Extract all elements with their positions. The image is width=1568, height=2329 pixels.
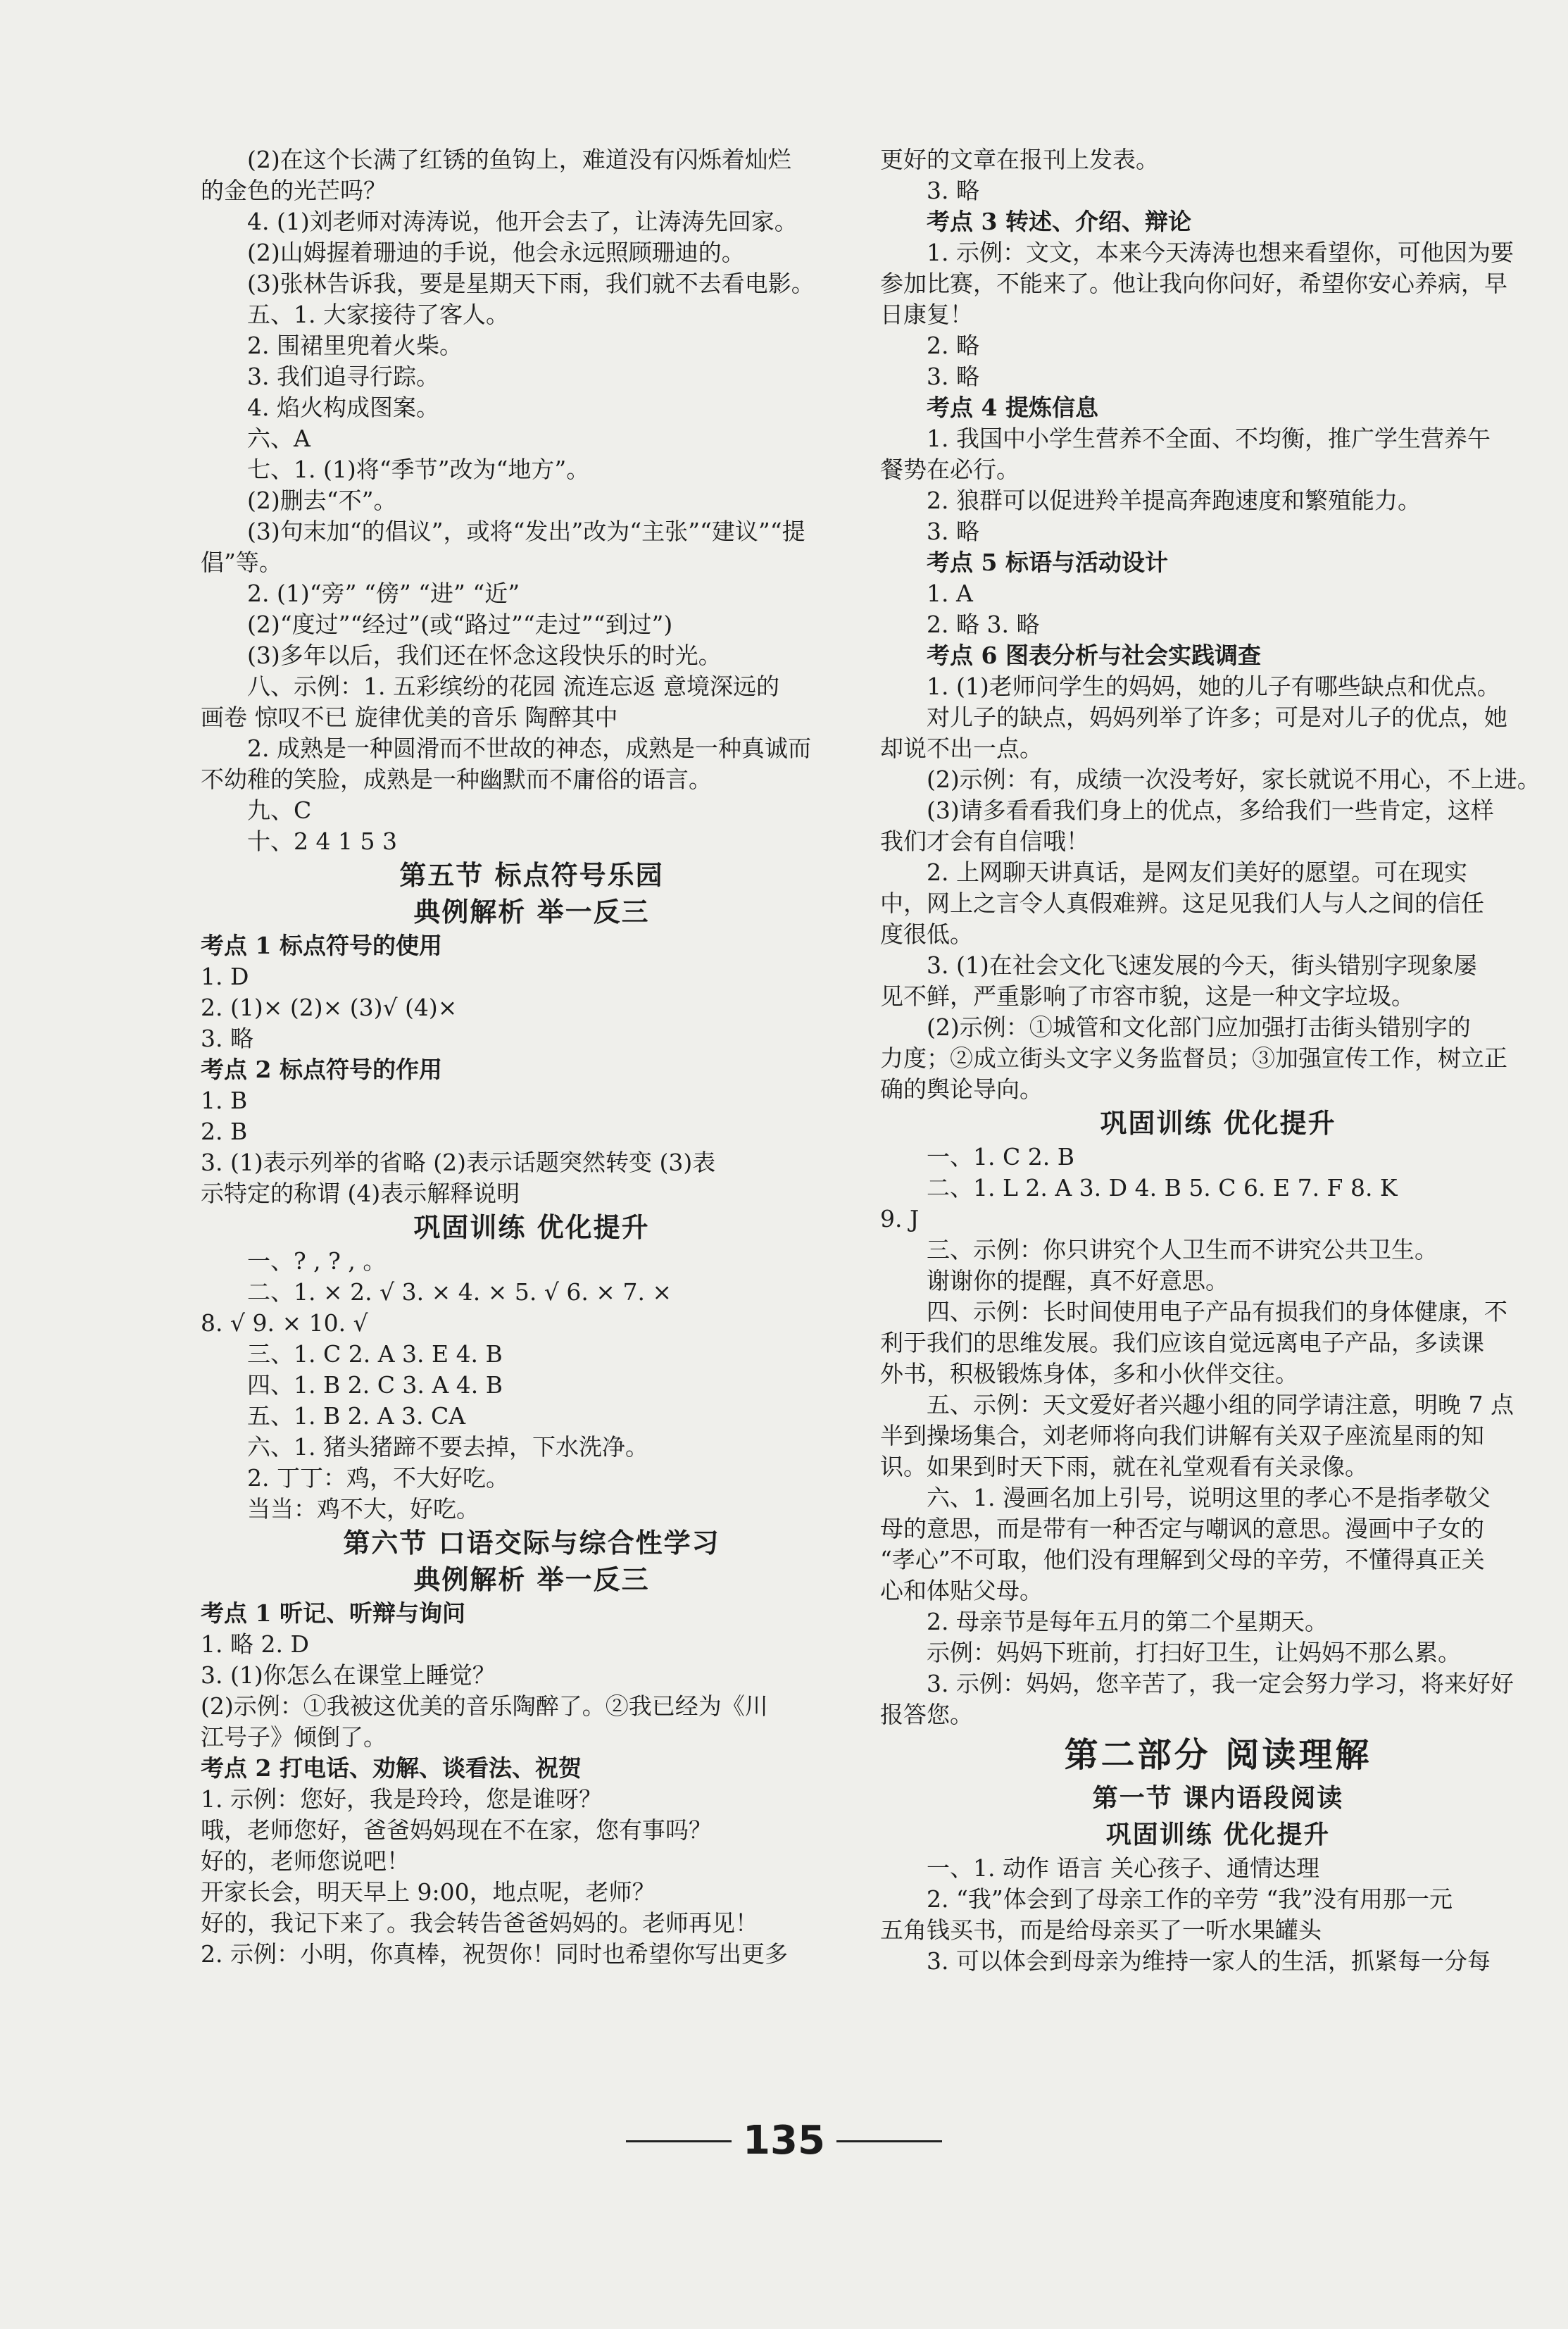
- answer-line: (2)示例：①城管和文化部门应加强打击街头错别字的: [927, 1013, 1471, 1041]
- answer-line: 五、示例：天文爱好者兴趣小组的同学请注意，明晚 7 点: [927, 1391, 1514, 1418]
- answer-line: 六、A: [247, 425, 311, 452]
- answer-line: 参加比赛，不能来了。他让我向你问好，希望你安心养病，早: [880, 270, 1507, 297]
- answer-line: 五、1. 大家接待了客人。: [247, 301, 509, 328]
- answer-line: 当当：鸡不大，好吃。: [247, 1495, 479, 1523]
- answer-line: 餐势在必行。: [880, 456, 1020, 483]
- answer-line: 3. 略: [927, 177, 979, 204]
- footer-rule-right: [836, 2140, 942, 2142]
- answer-line: 2. 示例：小明，你真棒，祝贺你！同时也希望你写出更多: [201, 1940, 788, 1968]
- answer-line: 2. 成熟是一种圆滑而不世故的神态，成熟是一种真诚而: [247, 735, 811, 762]
- answer-line: 2. B: [201, 1118, 248, 1145]
- answer-line: 六、1. 猪头猪蹄不要去掉，下水洗净。: [247, 1433, 648, 1461]
- answer-line: 4. (1)刘老师对涛涛说，他开会去了，让涛涛先回家。: [247, 208, 798, 235]
- answer-line: 三、示例：你只讲究个人卫生而不讲究公共卫生。: [927, 1236, 1438, 1263]
- answer-line: 半到操场集合，刘老师将向我们讲解有关双子座流星雨的知: [880, 1422, 1484, 1449]
- answer-line: 不幼稚的笑脸，成熟是一种幽默而不庸俗的语言。: [201, 766, 712, 793]
- exam-point-heading: 考点 6 图表分析与社会实践调查: [927, 642, 1261, 669]
- answer-line: 3. (1)表示列举的省略 (2)表示话题突然转变 (3)表: [201, 1149, 716, 1176]
- answer-line: 对儿子的缺点，妈妈列举了许多；可是对儿子的优点，她: [927, 704, 1507, 731]
- exam-point-heading: 考点 2 标点符号的作用: [201, 1056, 442, 1083]
- answer-line: 我们才会有自信哦！: [880, 828, 1089, 855]
- footer-rule-left: [626, 2140, 732, 2142]
- answer-line: 示特定的称谓 (4)表示解释说明: [201, 1180, 520, 1207]
- answer-line: 2. (1)× (2)× (3)√ (4)×: [201, 994, 458, 1021]
- answer-line: (2)删去“不”。: [247, 487, 397, 514]
- answer-line: 开家长会，明天早上 9:00，地点呢，老师？: [201, 1878, 656, 1906]
- page-number: 135: [743, 2118, 825, 2163]
- answer-line: 度很低。: [880, 920, 973, 948]
- right-column: [880, 144, 1556, 1977]
- answer-line: 2. 围裙里兜着火柴。: [247, 332, 463, 359]
- answer-line: 七、1. (1)将“季节”改为“地方”。: [247, 456, 590, 483]
- answer-line: 五角钱买书，而是给母亲买了一听水果罐头: [880, 1916, 1322, 1944]
- answer-line: 3. 示例：妈妈，您辛苦了，我一定会努力学习，将来好好: [927, 1670, 1514, 1697]
- answer-line: 8. √ 9. × 10. √: [201, 1309, 368, 1337]
- answer-line: 2. 母亲节是每年五月的第二个星期天。: [927, 1608, 1328, 1635]
- answer-line: 1. 略 2. D: [201, 1630, 309, 1658]
- exam-point-heading: 考点 2 打电话、劝解、谈看法、祝贺: [201, 1754, 582, 1782]
- answer-line: 利于我们的思维发展。我们应该自觉远离电子产品，多读课: [880, 1329, 1484, 1356]
- answer-line: 1. 我国中小学生营养不全面、不均衡，推广学生营养午: [927, 425, 1491, 452]
- answer-line: 3. 略: [927, 363, 979, 390]
- answer-line: “孝心”不可取，他们没有理解到父母的辛劳，不懂得真正关: [880, 1546, 1485, 1573]
- answer-line: 见不鲜，严重影响了市容市貌，这是一种文字垃圾。: [880, 982, 1415, 1010]
- answer-line: 确的舆论导向。: [880, 1075, 1043, 1103]
- answer-line: 3. 可以体会到母亲为维持一家人的生活，抓紧每一分每: [927, 1947, 1491, 1975]
- answer-line: 谢谢你的提醒，真不好意思。: [927, 1267, 1229, 1294]
- answer-line: 日康复！: [880, 301, 973, 328]
- exam-point-heading: 考点 4 提炼信息: [927, 394, 1098, 421]
- answer-line: (2)山姆握着珊迪的手说，他会永远照顾珊迪的。: [247, 239, 745, 266]
- answer-line: 哦，老师您好，爸爸妈妈现在不在家，您有事吗？: [201, 1816, 712, 1844]
- answer-line: 心和体贴父母。: [880, 1577, 1043, 1604]
- section-heading: 第一节 课内语段阅读: [1092, 1783, 1344, 1813]
- answer-line: 母的意思，而是带有一种否定与嘲讽的意思。漫画中子女的: [880, 1515, 1484, 1542]
- answer-line: 却说不出一点。: [880, 735, 1043, 762]
- answer-line: 2. (1)“旁” “傍” “进” “近”: [247, 580, 520, 607]
- exam-point-heading: 考点 1 听记、听辩与询问: [201, 1599, 465, 1627]
- answer-line: 1. 示例：您好，我是玲玲，您是谁呀？: [201, 1785, 602, 1813]
- answer-line: (3)句末加“的倡议”，或将“发出”改为“主张”“建议”“提: [247, 518, 805, 545]
- answer-line: 1. D: [201, 963, 249, 990]
- answer-line: (2)示例：①我被这优美的音乐陶醉了。②我已经为《川: [201, 1692, 768, 1720]
- section-heading: 巩固训练 优化提升: [1105, 1820, 1331, 1849]
- answer-line: 2. 略 3. 略: [927, 611, 1040, 638]
- section-heading: 第二部分 阅读理解: [1064, 1735, 1372, 1775]
- answer-line: 三、1. C 2. A 3. E 4. B: [247, 1340, 503, 1368]
- page-footer: [0, 2116, 1568, 2166]
- answer-line: 2. 丁丁：鸡，不大好吃。: [247, 1464, 509, 1492]
- answer-line: 识。如果到时天下雨，就在礼堂观看有关录像。: [880, 1453, 1368, 1480]
- answer-line: (3)张林告诉我，要是星期天下雨，我们就不去看电影。: [247, 270, 815, 297]
- answer-line: 九、C: [247, 797, 312, 824]
- answer-line: (2)“度过”“经过”(或“路过”“走过”“到过”): [247, 611, 673, 638]
- section-heading: 典例解析 举一反三: [413, 1563, 650, 1595]
- answer-line: 倡”等。: [201, 549, 282, 576]
- answer-line: 9. J: [880, 1205, 920, 1232]
- answer-line: 一、1. C 2. B: [927, 1143, 1074, 1170]
- answer-line: 二、1. L 2. A 3. D 4. B 5. C 6. E 7. F 8. K: [927, 1174, 1398, 1201]
- answer-line: 报答您。: [880, 1701, 973, 1728]
- section-heading: 第六节 口语交际与综合性学习: [343, 1527, 720, 1559]
- answer-line: 外书，积极锻炼身体，多和小伙伴交往。: [880, 1360, 1298, 1387]
- answer-line: 中，网上之言令人真假难辨。这足见我们人与人之间的信任: [880, 889, 1484, 917]
- answer-line: 3. 略: [201, 1025, 253, 1052]
- answer-line: 好的，老师您说吧！: [201, 1847, 410, 1875]
- answer-line: (2)在这个长满了红锈的鱼钩上，难道没有闪烁着灿烂: [247, 146, 791, 173]
- left-column: [201, 144, 863, 1970]
- answer-line: (3)多年以后，我们还在怀念这段快乐的时光。: [247, 642, 722, 669]
- answer-line: 八、示例：1. 五彩缤纷的花园 流连忘返 意境深远的: [247, 673, 779, 700]
- answer-line: 更好的文章在报刊上发表。: [880, 146, 1159, 173]
- answer-line: 好的，我记下来了。我会转告爸爸妈妈的。老师再见！: [201, 1909, 758, 1937]
- section-heading: 巩固训练 优化提升: [413, 1211, 650, 1243]
- answer-line: 江号子》倾倒了。: [201, 1723, 387, 1751]
- answer-line: 四、示例：长时间使用电子产品有损我们的身体健康，不: [927, 1298, 1507, 1325]
- answer-line: 二、1. × 2. √ 3. × 4. × 5. √ 6. × 7. ×: [247, 1278, 672, 1306]
- answer-line: 3. 我们追寻行踪。: [247, 363, 439, 390]
- answer-line: 3. (1)在社会文化飞速发展的今天，街头错别字现象屡: [927, 951, 1477, 979]
- answer-line: 1. B: [201, 1087, 248, 1114]
- answer-line: 画卷 惊叹不已 旋律优美的音乐 陶醉其中: [201, 704, 618, 731]
- exam-point-heading: 考点 1 标点符号的使用: [201, 932, 442, 959]
- answer-line: 四、1. B 2. C 3. A 4. B: [247, 1371, 503, 1399]
- section-heading: 典例解析 举一反三: [413, 896, 650, 928]
- answer-line: 1. 示例：文文，本来今天涛涛也想来看望你，可他因为要: [927, 239, 1514, 266]
- answer-line: (3)请多看看我们身上的优点，多给我们一些肯定，这样: [927, 797, 1494, 824]
- exam-point-heading: 考点 5 标语与活动设计: [927, 549, 1168, 576]
- section-heading: 第五节 标点符号乐园: [399, 859, 664, 891]
- answer-line: 2. 上网聊天讲真话，是网友们美好的愿望。可在现实: [927, 858, 1467, 886]
- answer-line: 1. (1)老师问学生的妈妈，她的儿子有哪些缺点和优点。: [927, 673, 1500, 700]
- answer-line: 一、? , ? , 。: [247, 1247, 387, 1275]
- answer-line: 2. 狼群可以促进羚羊提高奔跑速度和繁殖能力。: [927, 487, 1421, 514]
- answer-line: 的金色的光芒吗？: [201, 177, 387, 204]
- answer-line: 六、1. 漫画名加上引号，说明这里的孝心不是指孝敬父: [927, 1484, 1491, 1511]
- answer-line: 示例：妈妈下班前，打扫好卫生，让妈妈不那么累。: [927, 1639, 1461, 1666]
- answer-line: 一、1. 动作 语言 关心孩子、通情达理: [927, 1854, 1319, 1882]
- answer-line: 五、1. B 2. A 3. CA: [247, 1402, 466, 1430]
- answer-line: 3. 略: [927, 518, 979, 545]
- answer-line: 2. “我”体会到了母亲工作的辛劳 “我”没有用那一元: [927, 1885, 1453, 1913]
- answer-line: 3. (1)你怎么在课堂上睡觉？: [201, 1661, 496, 1689]
- exam-point-heading: 考点 3 转述、介绍、辩论: [927, 208, 1191, 235]
- answer-line: (2)示例：有，成绩一次没考好，家长就说不用心，不上进。: [927, 766, 1541, 793]
- section-heading: 巩固训练 优化提升: [1100, 1107, 1336, 1139]
- answer-line: 2. 略: [927, 332, 979, 359]
- answer-line: 1. A: [927, 580, 973, 607]
- answer-line: 十、2 4 1 5 3: [247, 828, 397, 855]
- answer-line: 力度；②成立街头文字义务监督员；③加强宣传工作，树立正: [880, 1044, 1507, 1072]
- answer-line: 4. 焰火构成图案。: [247, 394, 439, 421]
